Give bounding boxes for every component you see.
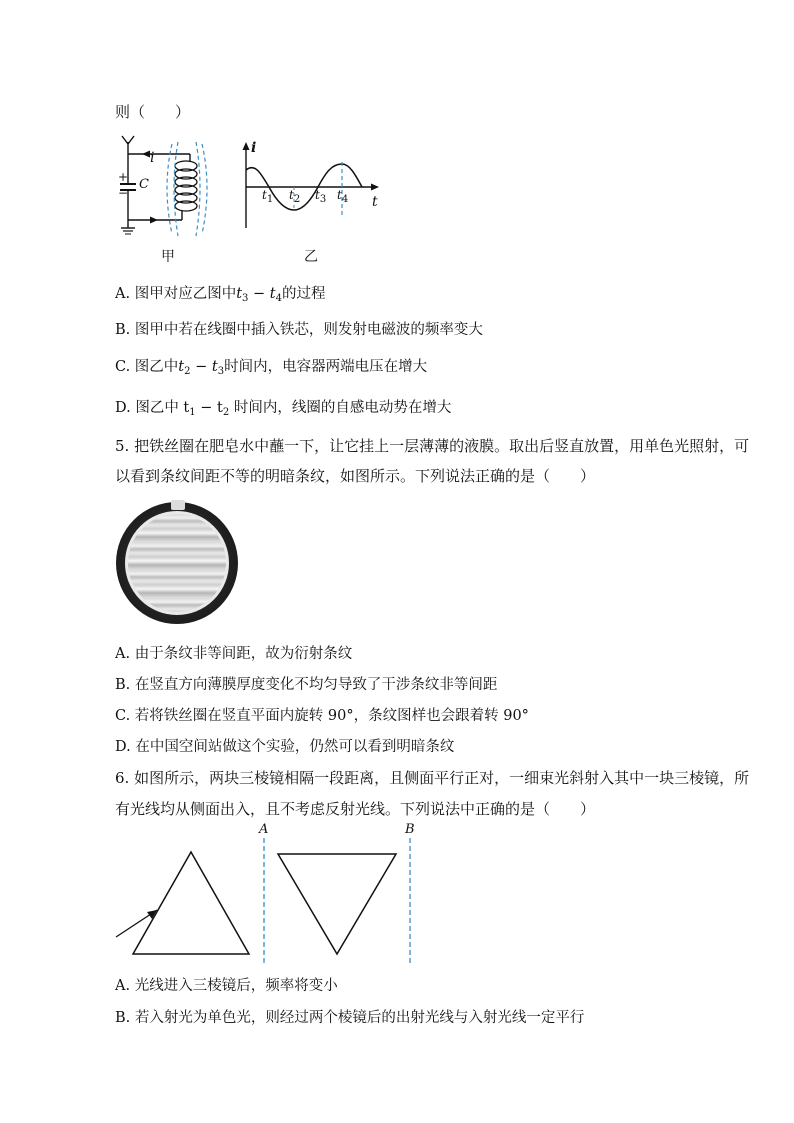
current-label-i: i <box>150 150 155 166</box>
line-label-a: A <box>259 822 269 837</box>
tick-t3: $t_3$ <box>315 188 327 205</box>
minus-label: − <box>118 186 129 200</box>
q4-option-a: A. 图甲对应乙图中$t_3 - t_4$的过程 <box>115 286 326 304</box>
q4-tail: 则（ ） <box>115 103 191 121</box>
q5-stem-line2: 以看到条纹间距不等的明暗条纹，如图所示。下列说法正确的是（ ） <box>115 467 596 485</box>
q6-option-a: A. 光线进入三棱镜后，频率将变小 <box>115 978 338 994</box>
graph-axis-t: t <box>372 194 378 210</box>
caption-jia: 甲 <box>161 249 175 265</box>
q6-stem-line2: 有光线均从侧面出入，且不考虑反射光线。下列说法中正确的是（ ） <box>115 800 596 818</box>
tick-t1: $t_1$ <box>262 188 274 205</box>
wire-loop-handle <box>171 500 185 510</box>
graph-axis-i: i <box>251 140 257 156</box>
q5-option-c: C. 若将铁丝圈在竖直平面内旋转 90°，条纹图样也会跟着转 90° <box>115 708 529 724</box>
q5-option-a: A. 由于条纹非等间距，故为衍射条纹 <box>115 646 353 662</box>
q6-option-b: B. 若入射光为单色光，则经过两个棱镜后的出射光线与入射光线一定平行 <box>115 1010 585 1026</box>
figure-yi-graph <box>236 140 386 240</box>
caption-yi: 乙 <box>304 249 318 265</box>
q5-stem-line1: 5. 把铁丝圈在肥皂水中蘸一下，让它挂上一层薄薄的液膜。取出后竖直放置，用单色光照射，可 <box>115 437 750 455</box>
line-label-b: B <box>405 822 415 837</box>
plus-label: + <box>118 170 129 184</box>
capacitor-label-c: C <box>139 177 149 192</box>
q4-option-d: D. 图乙中 $t_1 - t_2$ 时间内，线圈的自感电动势在增大 <box>115 400 452 418</box>
tick-t2: $t_2$ <box>289 188 301 205</box>
q6-stem-line1: 6. 如图所示，两块三棱镜相隔一段距离，且侧面平行正对，一细束光斜射入其中一块三棱镜，所 <box>115 769 750 787</box>
figure-prisms <box>110 838 420 968</box>
figure-jia-circuit <box>112 132 222 242</box>
q5-option-d: D. 在中国空间站做这个实验，仍然可以看到明暗条纹 <box>115 739 455 755</box>
q4-option-c: C. 图乙中$t_2 - t_3$时间内，电容器两端电压在增大 <box>115 359 428 377</box>
q4-option-b: B. 图甲中若在线圈中插入铁芯，则发射电磁波的频率变大 <box>115 322 483 338</box>
tick-t4: $t_4$ <box>337 188 349 205</box>
interference-fringes <box>125 511 229 615</box>
q5-option-b: B. 在竖直方向薄膜厚度变化不均匀导致了干涉条纹非等间距 <box>115 677 498 693</box>
soap-film-photo <box>116 502 238 624</box>
